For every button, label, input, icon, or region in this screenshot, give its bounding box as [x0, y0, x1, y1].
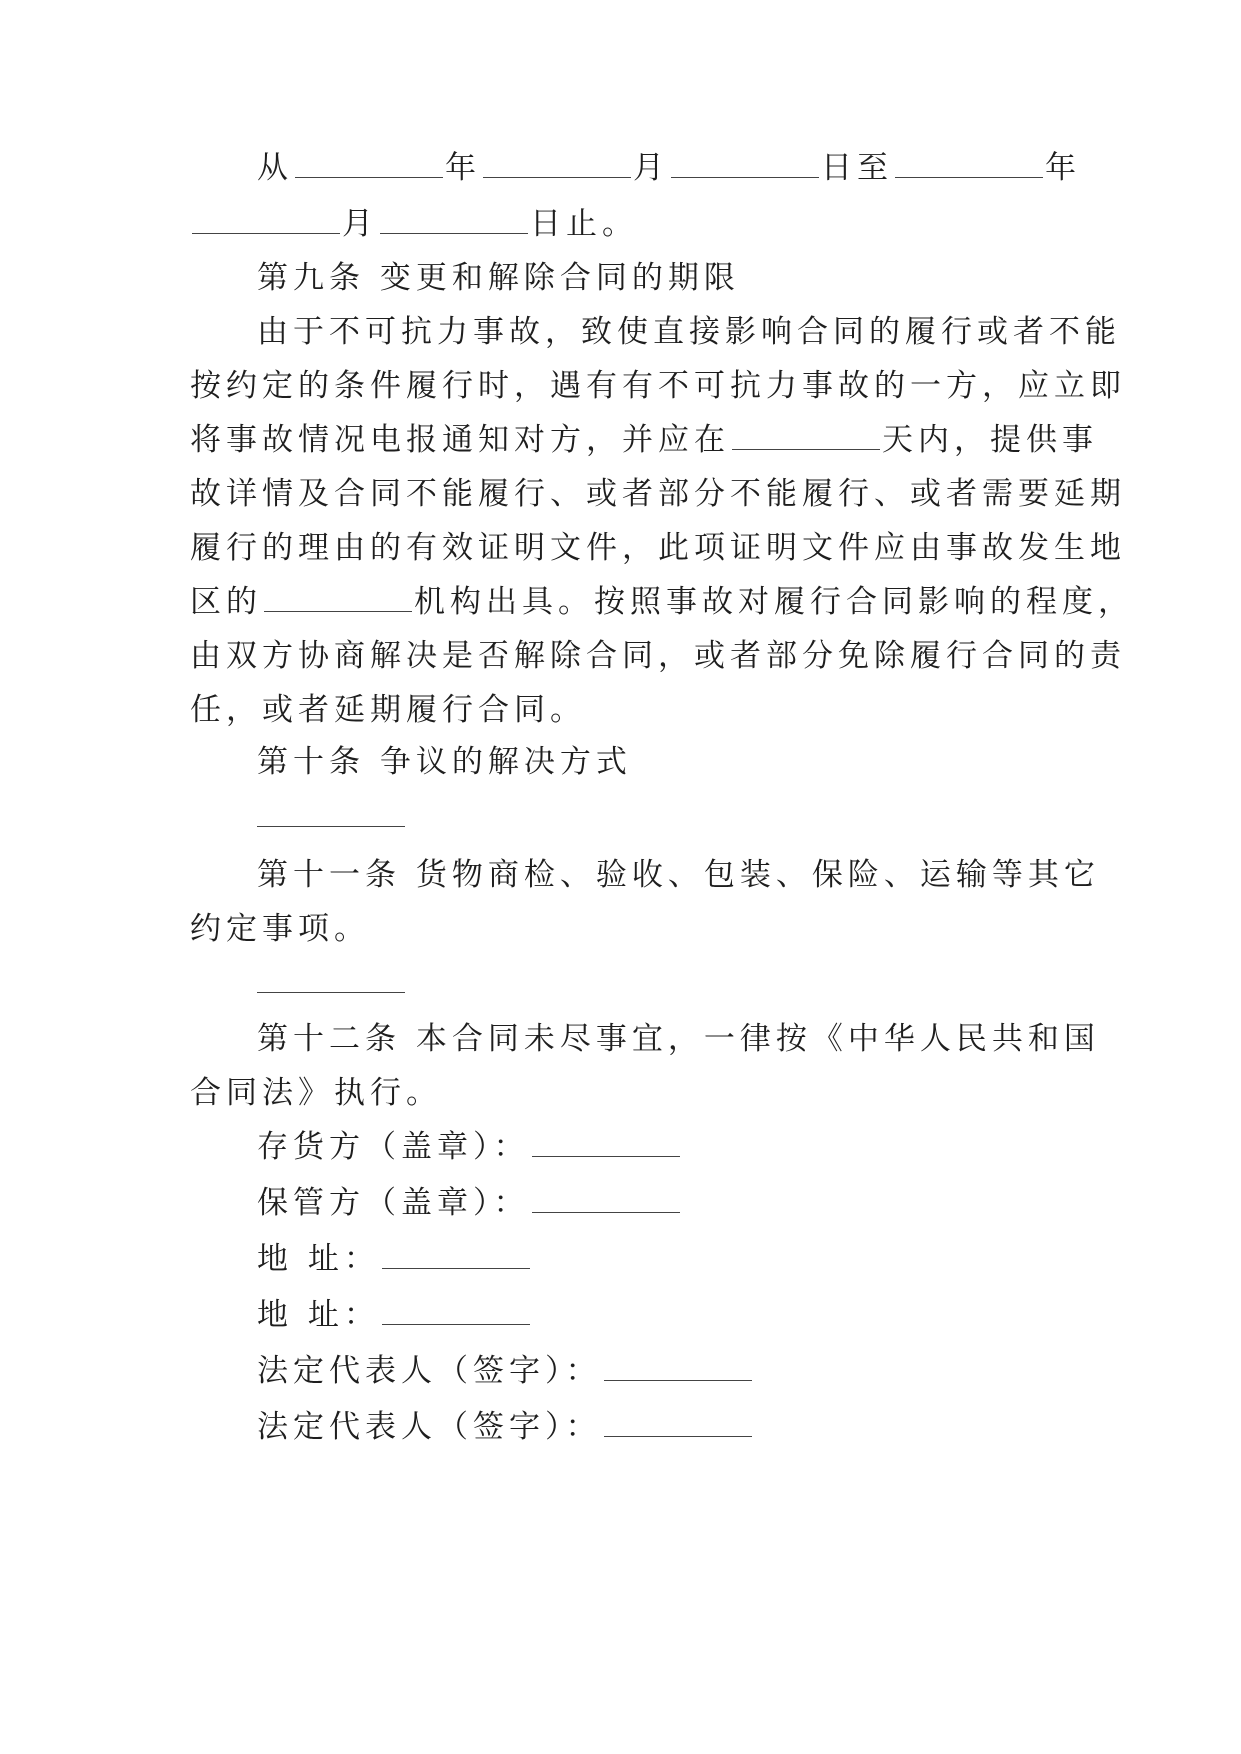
blank-start-month[interactable] — [483, 155, 631, 178]
blank-dispute-resolution[interactable] — [257, 826, 405, 827]
custodian-seal-field[interactable] — [532, 1190, 680, 1213]
legal-rep-signature-field[interactable] — [604, 1358, 752, 1381]
address-field[interactable] — [382, 1246, 530, 1269]
article-11-line-2: 约定事项。 — [190, 911, 370, 947]
address-field[interactable] — [382, 1302, 530, 1325]
legal-rep-label: 法定代表人（签字）： — [257, 1409, 602, 1445]
period-line-2 — [190, 204, 638, 244]
blank-start-year[interactable] — [295, 155, 443, 178]
article-9-line — [190, 582, 1134, 622]
article-12-line-1: 第十二条 本合同未尽事宜，一律按《中华人民共和国 — [257, 1021, 1100, 1057]
legal-rep-signature-field[interactable] — [604, 1414, 752, 1437]
article-9-line: 履行的理由的有效证明文件，此项证明文件应由事故发生地 — [190, 530, 1126, 566]
article-9-line: 由于不可抗力事故，致使直接影响合同的履行或者不能 — [257, 314, 1121, 350]
period-from-label: 从 — [257, 150, 293, 186]
address-depositor — [257, 1239, 532, 1279]
address-label: 地 址： — [257, 1297, 380, 1333]
article-10-heading: 第十条 争议的解决方式 — [257, 744, 632, 780]
period-end-day-label: 日止。 — [530, 206, 638, 242]
blank-end-day[interactable] — [380, 211, 528, 234]
depositor-seal-field[interactable] — [532, 1134, 680, 1157]
blank-agency[interactable] — [264, 589, 412, 612]
article-9-line — [190, 420, 1098, 460]
article-9-text: 天内，提供事 — [882, 422, 1098, 458]
period-end-month-label: 月 — [342, 206, 378, 242]
article-9-heading: 第九条 变更和解除合同的期限 — [257, 260, 740, 296]
period-line-1 — [257, 148, 1081, 188]
period-day-to-label: 日至 — [821, 150, 893, 186]
depositor-label: 存货方（盖章）： — [257, 1129, 530, 1165]
article-9-text: 将事故情况电报通知对方，并应在 — [190, 422, 730, 458]
address-label: 地 址： — [257, 1241, 380, 1277]
signature-custodian — [257, 1183, 682, 1223]
article-9-line: 按约定的条件履行时，遇有有不可抗力事故的一方，应立即 — [190, 368, 1126, 404]
address-custodian — [257, 1295, 532, 1335]
blank-days[interactable] — [732, 427, 880, 450]
article-12-line-2: 合同法》执行。 — [190, 1075, 442, 1111]
article-9-line: 故详情及合同不能履行、或者部分不能履行、或者需要延期 — [190, 476, 1126, 512]
article-11-line-1: 第十一条 货物商检、验收、包装、保险、运输等其它 — [257, 857, 1100, 893]
article-9-text: 机构出具。按照事故对履行合同影响的程度， — [414, 584, 1134, 620]
signature-depositor — [257, 1127, 682, 1167]
legal-rep-custodian — [257, 1407, 754, 1447]
blank-other-matters[interactable] — [257, 992, 405, 993]
custodian-label: 保管方（盖章）： — [257, 1185, 530, 1221]
period-month-label: 月 — [633, 150, 669, 186]
legal-rep-depositor — [257, 1351, 754, 1391]
article-9-text: 区的 — [190, 584, 262, 620]
period-end-year-label: 年 — [1045, 150, 1081, 186]
article-9-line: 任，或者延期履行合同。 — [190, 692, 586, 728]
blank-end-month[interactable] — [192, 211, 340, 234]
blank-start-day[interactable] — [671, 155, 819, 178]
article-9-line: 由双方协商解决是否解除合同，或者部分免除履行合同的责 — [190, 638, 1126, 674]
legal-rep-label: 法定代表人（签字）： — [257, 1353, 602, 1389]
period-year-label: 年 — [445, 150, 481, 186]
blank-end-year[interactable] — [895, 155, 1043, 178]
